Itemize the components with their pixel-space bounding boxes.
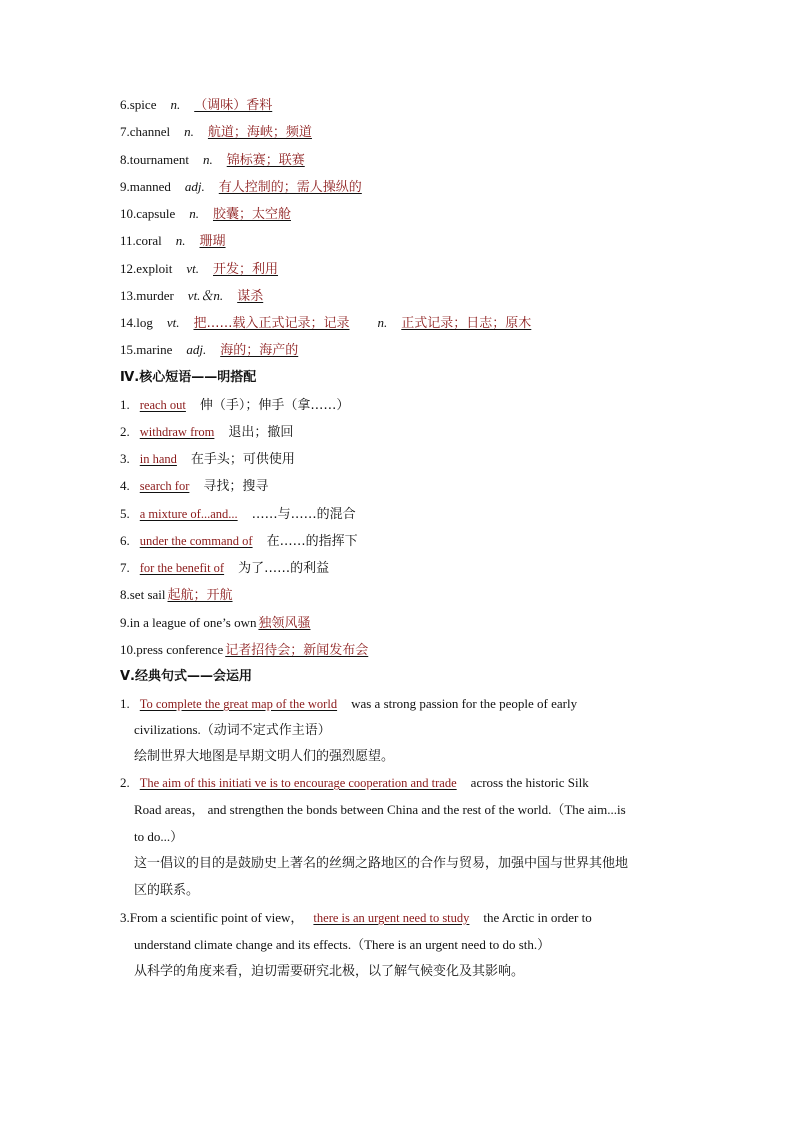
part-of-speech: vt.＆n. <box>187 288 224 303</box>
vocab-word: marine <box>136 342 173 357</box>
part-of-speech: adj. <box>186 342 207 357</box>
item-number: 8. <box>120 152 130 167</box>
vocab-item <box>120 261 292 278</box>
phrase-meaning: 在……的指挥下 <box>266 534 358 549</box>
part-of-speech: vt. <box>166 315 180 330</box>
phrase-meaning: 为了……的利益 <box>238 561 330 576</box>
vocab-answer: 有人控制的；需人操纵的 <box>218 180 362 195</box>
vocab-item <box>120 206 305 223</box>
phrase-item <box>120 560 329 577</box>
sentence-text: to do...） <box>134 829 184 844</box>
phrase-item <box>120 397 349 414</box>
vocab-answer: （调味）香料 <box>194 98 273 113</box>
phrase-prompt: in a league of one’s own <box>129 615 257 630</box>
phrase-answer: reach out <box>139 398 186 412</box>
item-number: 7. <box>120 560 130 575</box>
phrase-meaning: 伸（手）；伸手（拿……） <box>199 398 350 413</box>
vocab-word: exploit <box>136 261 173 276</box>
vocab-answer-2: 正式记录；日志；原木 <box>401 316 532 331</box>
phrase-item <box>120 533 358 550</box>
sentence-item <box>120 910 592 926</box>
phrase-answer: 起航；开航 <box>167 588 233 603</box>
item-number: 7. <box>120 124 130 139</box>
sentence-text: was a strong passion for the people of early <box>351 696 578 711</box>
vocab-answer: 海的；海产的 <box>220 343 299 358</box>
item-number: 1. <box>120 696 130 711</box>
vocab-answer: 谋杀 <box>237 289 264 304</box>
sentence-item <box>120 696 577 712</box>
item-number: 6. <box>120 97 130 112</box>
sentence-answer: there is an urgent need to study <box>313 911 470 925</box>
item-number: 2. <box>120 424 130 439</box>
part-of-speech: adj. <box>184 179 205 194</box>
vocab-answer: 胶囊；太空舱 <box>212 207 291 222</box>
item-number: 10. <box>120 206 137 221</box>
vocab-item <box>120 97 286 114</box>
vocab-word: channel <box>129 124 171 139</box>
sentence-text: understand climate change and its effects.（There is an urgent need to do sth.） <box>134 937 551 952</box>
vocab-word: tournament <box>129 152 189 167</box>
sentence-text: civilizations.（动词不定式作主语） <box>134 722 331 737</box>
item-number: 10. <box>120 642 137 657</box>
item-number: 1. <box>120 397 130 412</box>
phrase-item <box>120 506 356 523</box>
phrase-meaning: 在手头；可供使用 <box>190 452 295 467</box>
vocab-item <box>120 152 319 169</box>
vocab-item <box>120 315 545 332</box>
vocab-item <box>120 179 376 196</box>
phrase-answer: for the benefit of <box>139 561 225 575</box>
part-of-speech: n. <box>189 206 199 221</box>
item-number: 3. <box>120 910 130 925</box>
vocab-word: coral <box>135 233 162 248</box>
phrase-item <box>120 451 295 468</box>
phrase-prompt: set sail <box>129 587 166 602</box>
vocab-answer: 珊瑚 <box>199 234 226 249</box>
phrase-answer: withdraw from <box>139 425 215 439</box>
phrase-answer: search for <box>139 479 190 493</box>
phrase-item <box>120 587 247 604</box>
item-number: 9. <box>120 615 130 630</box>
sentence-translation: 从科学的角度来看，迫切需要研究北极，以了解气候变化及其影响。 <box>134 964 525 979</box>
phrase-item <box>120 424 293 441</box>
phrase-meaning: 寻找；搜寻 <box>203 479 269 494</box>
sentence-answer: The aim of this initiati ve is to encourage cooperation and trade <box>139 776 457 790</box>
item-number: 8. <box>120 587 130 602</box>
item-number: 14. <box>120 315 137 330</box>
phrase-answer: in hand <box>139 452 177 466</box>
vocab-word: manned <box>129 179 171 194</box>
item-number: 4. <box>120 478 130 493</box>
item-number: 13. <box>120 288 137 303</box>
phrase-item <box>120 642 382 659</box>
phrase-answer: under the command of <box>139 534 253 548</box>
phrase-prompt: press conference <box>136 642 224 657</box>
part-of-speech-2: n. <box>377 315 388 330</box>
item-number: 6. <box>120 533 130 548</box>
sentence-text: Road areas， and strengthen the bonds between China and the rest of the world.（The aim...is <box>134 802 626 817</box>
sentence-answer: To complete the great map of the world <box>139 697 338 711</box>
item-number: 9. <box>120 179 130 194</box>
item-number: 11. <box>120 233 136 248</box>
vocab-word: murder <box>136 288 174 303</box>
vocab-item <box>120 288 277 305</box>
item-number: 3. <box>120 451 130 466</box>
sentence-item <box>120 775 589 791</box>
vocab-item <box>120 342 312 359</box>
part-of-speech: n. <box>175 233 186 248</box>
phrase-answer: 记者招待会；新闻发布会 <box>225 643 369 658</box>
sentence-translation: 这一倡议的目的是鼓励史上著名的丝绸之路地区的合作与贸易，加强中国与世界其他地 <box>134 856 629 871</box>
vocab-word: log <box>136 315 153 330</box>
vocab-item <box>120 124 326 141</box>
part-of-speech: vt. <box>186 261 199 276</box>
sentence-text: the Arctic in order to <box>483 910 592 925</box>
section-heading: Ⅴ.经典句式——会运用 <box>120 669 252 684</box>
phrase-answer: a mixture of...and... <box>139 507 238 521</box>
sentence-translation: 区的联系。 <box>134 883 200 898</box>
phrase-item <box>120 615 324 632</box>
part-of-speech: n. <box>202 152 213 167</box>
item-number: 2. <box>120 775 130 790</box>
item-number: 15. <box>120 342 137 357</box>
sentence-text: From a scientific point of view， <box>129 910 304 925</box>
phrase-meaning: 退出；撤回 <box>228 425 294 440</box>
phrase-meaning: ……与……的混合 <box>251 507 356 522</box>
item-number: 5. <box>120 506 130 521</box>
vocab-answer: 把……载入正式记录；记录 <box>193 316 350 331</box>
part-of-speech: n. <box>184 124 194 139</box>
vocab-answer: 航道；海峡；频道 <box>207 125 312 140</box>
vocab-item <box>120 233 240 250</box>
vocab-answer: 开发；利用 <box>213 262 279 277</box>
sentence-text: across the historic Silk <box>470 775 589 790</box>
vocab-word: capsule <box>136 206 176 221</box>
vocab-answer: 锦标赛；联赛 <box>226 153 305 168</box>
phrase-item <box>120 478 268 495</box>
phrase-answer: 独领风骚 <box>258 616 311 631</box>
section-heading: Ⅳ.核心短语——明搭配 <box>120 370 257 385</box>
vocab-word: spice <box>129 97 157 112</box>
item-number: 12. <box>120 261 137 276</box>
part-of-speech: n. <box>170 97 181 112</box>
sentence-translation: 绘制世界大地图是早期文明人们的强烈愿望。 <box>134 749 395 764</box>
